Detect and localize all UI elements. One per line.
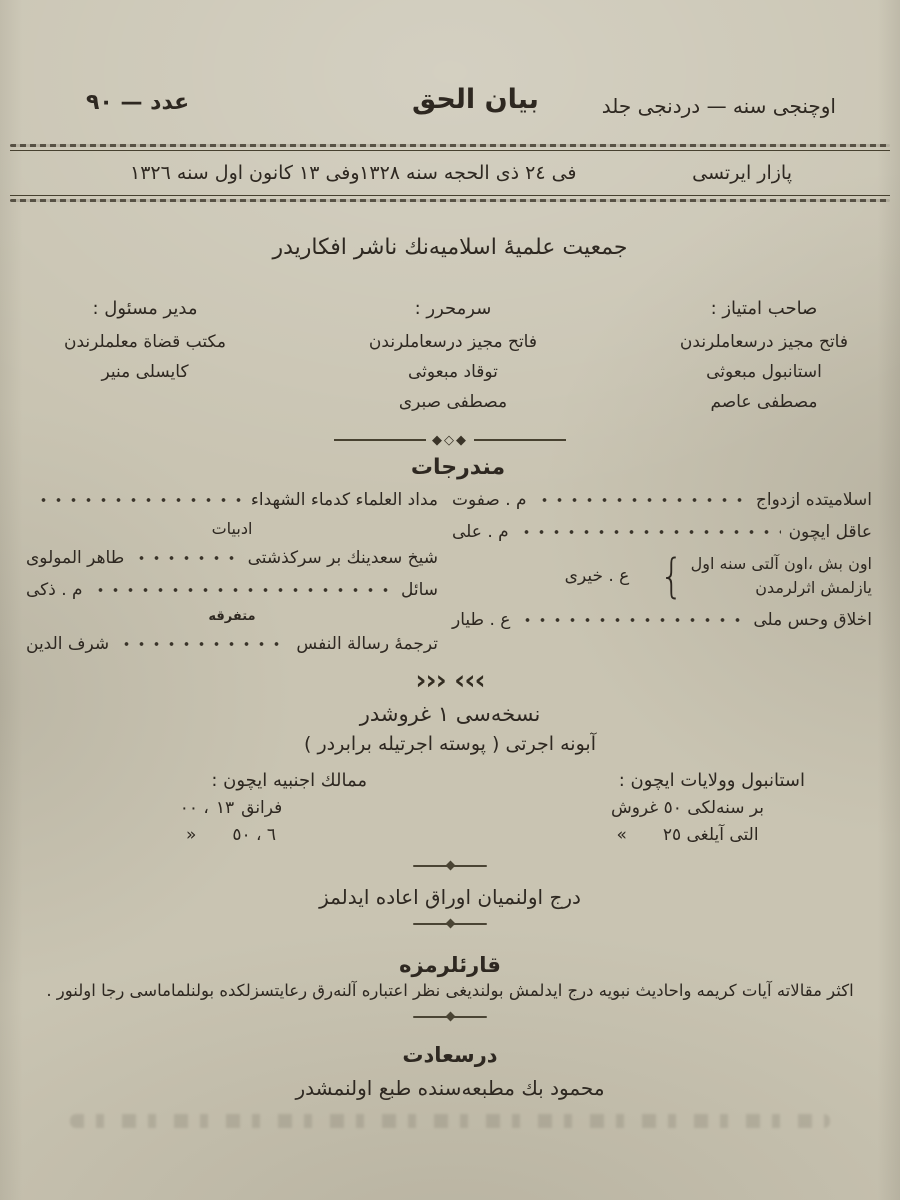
contents-left-column	[26, 484, 438, 660]
toc-entry	[452, 516, 872, 548]
domestic-year-price	[570, 798, 805, 818]
toc-entry	[26, 484, 438, 516]
toc-title-stack	[691, 552, 872, 600]
brace-icon: {	[660, 549, 684, 604]
copy-price: نسخه‌سى ١ غروشدر	[359, 702, 541, 727]
subscription-note: آبونه اجرتى ( پوسته اجرتيله برابردر )	[304, 733, 596, 756]
society-subtitle: جمعيت علميهٔ اسلاميه‌نك ناشر افكاريدر	[272, 234, 628, 260]
returns-notice: درج اولنميان اوراق اعاده ايدلمز	[319, 885, 581, 910]
staff-director	[64, 293, 226, 418]
foreign-halfyear-price	[95, 825, 367, 845]
staff-owner	[680, 293, 848, 418]
owner-line: استانبول مبعوثى	[706, 361, 822, 382]
domestic-prices	[570, 770, 805, 845]
toc-author: م . على	[452, 522, 509, 543]
price-integer: ١٣	[215, 798, 235, 819]
volume-label: اوچنجى سنه — دردنجى جلد	[601, 94, 836, 118]
floral-divider-icon	[0, 433, 900, 447]
readers-heading: قارئلرمزه	[399, 953, 501, 978]
director-title: مدير مسئول :	[92, 297, 198, 319]
toc-title: اسلاميتده ازدواج	[755, 490, 872, 511]
dot-leader	[117, 637, 288, 651]
readers-note: اكثر مقالاته آيات كريمه واحاديث نبويه درج ايدلمش بولنديغى نظر اعتباره آلنه‌رق رعايتسزلكده بولنلماماسى رجا اولنور .	[46, 981, 854, 1001]
ditto-mark: »	[616, 825, 627, 846]
journal-title: بيان الحق	[412, 84, 539, 115]
foreign-prices	[95, 770, 367, 845]
toc-entry	[452, 604, 872, 636]
editor-line: توقاد مبعوثى	[408, 361, 498, 382]
toc-section-header: ادبيات	[211, 519, 253, 539]
toc-title: شيخ سعدينك بر سركذشتى	[247, 548, 438, 569]
price-decimals: ٠٠ ،	[179, 798, 209, 819]
toc-entry	[26, 574, 438, 606]
contents-right-column	[452, 484, 872, 660]
contents-table	[0, 484, 900, 660]
toc-entry	[26, 542, 438, 574]
dot-leader	[34, 493, 243, 507]
rumi-date: وفى ١٣ كانون اول سنه ١٣٢٦	[130, 161, 360, 184]
foreign-heading: ممالك اجنبيه ايچون :	[211, 770, 367, 792]
dot-leader	[518, 613, 745, 627]
contents-heading: مندرجات	[410, 455, 506, 481]
dot-leader	[535, 493, 748, 507]
toc-author: ع . خيرى	[564, 566, 630, 587]
editor-title: سرمحرر :	[414, 297, 492, 319]
domestic-heading: استانبول وولايات ايچون :	[618, 770, 805, 792]
owner-line: فاتح مجيز درسعاملرندن	[679, 332, 848, 352]
weekday-label: پازار ايرتسى	[692, 161, 792, 184]
toc-entry	[452, 484, 872, 516]
director-name: كايسلى منير	[101, 361, 189, 382]
dot-leader	[132, 551, 239, 565]
issue-number: عدد — ٩٠	[86, 90, 190, 115]
editor-name: مصطفى صبرى	[398, 391, 508, 412]
hijri-date: فى ٢٤ ذى الحجه سنه ١٣٢٨	[359, 161, 577, 184]
arrow-ornament-icon: ››› ‹‹‹	[415, 665, 485, 697]
toc-author: شرف الدين	[26, 634, 110, 655]
small-divider-icon	[413, 1012, 487, 1021]
price-text: ٦ ، ٥٠	[232, 825, 277, 846]
dot-leader	[517, 525, 781, 539]
imprint-printer: محمود بك مطبعه‌سنده طبع اولنمشدر	[295, 1076, 605, 1101]
toc-title-line: يازلمش اثرلرمدن	[755, 578, 872, 598]
small-divider-icon	[413, 861, 487, 870]
toc-title: ترجمهٔ رسالة النفس	[296, 634, 438, 655]
ditto-mark: »	[185, 825, 197, 846]
owner-name: مصطفى عاصم	[710, 391, 818, 412]
small-divider-icon	[413, 919, 487, 928]
price-unit: فرانق	[241, 798, 283, 819]
dot-leader	[91, 583, 393, 597]
domestic-halfyear-price	[570, 825, 805, 845]
toc-entry	[26, 628, 438, 660]
dateline	[0, 158, 900, 188]
price-text: التى آيلغى ٢٥	[662, 825, 759, 846]
editor-line: فاتح مجيز درسعاملرندن	[368, 332, 537, 352]
imprint-city: درسعادت	[402, 1043, 498, 1068]
masthead	[0, 84, 900, 132]
double-rule-top	[10, 144, 890, 151]
toc-author: ع . طيار	[452, 610, 511, 631]
price-text: بر سنه‌لكى ٥٠ غروش	[610, 798, 765, 819]
staff-editor	[369, 293, 537, 418]
toc-title: سائل	[400, 580, 438, 601]
staff-block	[0, 293, 900, 418]
diamond-cluster-icon: ◆◇◆	[432, 432, 468, 448]
toc-author: م . صفوت	[452, 490, 527, 511]
toc-author: م . ذكى	[26, 580, 83, 601]
toc-title-line: اون بش ،اون آلتى سنه اول	[690, 554, 872, 574]
toc-section-header: متفرقه	[208, 609, 256, 625]
director-line: مكتب قضاة معلملرندن	[64, 332, 226, 352]
foreign-year-price	[95, 798, 367, 818]
toc-title: عاقل ايچون	[788, 522, 872, 543]
toc-title: اخلاق وحس ملى	[753, 610, 872, 631]
toc-title: مداد العلماء كدماء الشهداء	[250, 490, 438, 511]
toc-entry-braced	[452, 548, 872, 604]
double-rule-bottom	[10, 195, 890, 202]
ink-bleed-ghost	[70, 1114, 830, 1128]
owner-title: صاحب امتياز :	[710, 297, 818, 319]
toc-author: طاهر المولوى	[26, 548, 125, 569]
pricing-columns	[0, 770, 900, 845]
